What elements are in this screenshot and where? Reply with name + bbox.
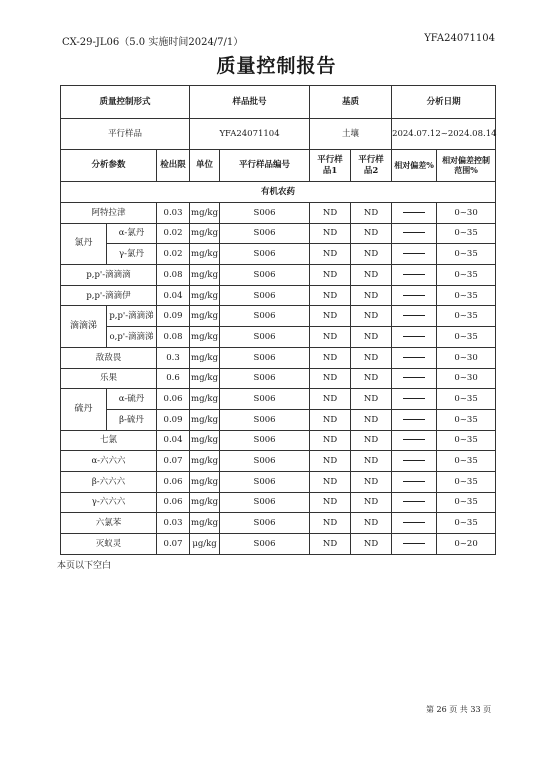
table-row bbox=[61, 327, 496, 348]
unit-value: mg/kg bbox=[190, 430, 220, 451]
sample-id-value: S006 bbox=[220, 203, 310, 224]
ctrl-range-value: 0~35 bbox=[437, 244, 496, 265]
parallel-2-value: ND bbox=[351, 306, 392, 327]
dash-mark bbox=[403, 439, 425, 440]
ctrl-range-value: 0~35 bbox=[437, 285, 496, 306]
table-row bbox=[61, 265, 496, 286]
parallel-1-value: ND bbox=[310, 223, 351, 244]
param-name: o,p'-滴滴涕 bbox=[107, 327, 157, 348]
qc-form-value: 平行样品 bbox=[61, 119, 190, 150]
lod-value: 0.03 bbox=[157, 513, 190, 534]
lod-value: 0.07 bbox=[157, 451, 190, 472]
ctrl-range-value: 0~35 bbox=[437, 265, 496, 286]
ctrl-range-value: 0~35 bbox=[437, 430, 496, 451]
table-row bbox=[61, 471, 496, 492]
table-row bbox=[61, 513, 496, 534]
param-name: α-六六六 bbox=[61, 451, 157, 472]
rel-dev-cell bbox=[392, 513, 437, 534]
col-parallel-1-label: 平行样品1 bbox=[317, 155, 343, 176]
parallel-2-value: ND bbox=[351, 451, 392, 472]
parallel-1-value: ND bbox=[310, 471, 351, 492]
group-chlordane: 氯丹 bbox=[61, 223, 107, 264]
rel-dev-cell bbox=[392, 203, 437, 224]
dash-mark bbox=[403, 357, 425, 358]
ctrl-range-value: 0~35 bbox=[437, 306, 496, 327]
lod-value: 0.03 bbox=[157, 203, 190, 224]
qc-form-header: 质量控制形式 bbox=[61, 86, 190, 119]
page-title: 质量控制报告 bbox=[216, 55, 337, 77]
rel-dev-cell bbox=[392, 327, 437, 348]
quality-control-table bbox=[60, 85, 496, 555]
col-rel-dev: 相对偏差% bbox=[392, 150, 437, 182]
unit-value: mg/kg bbox=[190, 513, 220, 534]
parallel-1-value: ND bbox=[310, 492, 351, 513]
param-name: 六氯苯 bbox=[61, 513, 157, 534]
document-code: CX-29-JL06（5.0 实施时间2024/7/1） bbox=[62, 37, 244, 48]
param-name: 乐果 bbox=[61, 368, 157, 389]
parallel-2-value: ND bbox=[351, 203, 392, 224]
unit-value: mg/kg bbox=[190, 203, 220, 224]
group-endosulfan: 硫丹 bbox=[61, 389, 107, 430]
param-name: 七氯 bbox=[61, 430, 157, 451]
sample-id-value: S006 bbox=[220, 534, 310, 555]
ctrl-range-value: 0~20 bbox=[437, 534, 496, 555]
parallel-2-value: ND bbox=[351, 409, 392, 430]
parallel-2-value: ND bbox=[351, 368, 392, 389]
table-row bbox=[61, 492, 496, 513]
group-ddt: 滴滴涕 bbox=[61, 306, 107, 347]
parallel-2-value: ND bbox=[351, 534, 392, 555]
lod-value: 0.06 bbox=[157, 492, 190, 513]
lod-value: 0.3 bbox=[157, 347, 190, 368]
param-name: 敌敌畏 bbox=[61, 347, 157, 368]
ctrl-range-value: 0~35 bbox=[437, 471, 496, 492]
sample-id-value: S006 bbox=[220, 513, 310, 534]
lod-value: 0.08 bbox=[157, 265, 190, 286]
sample-id-value: S006 bbox=[220, 389, 310, 410]
lod-value: 0.07 bbox=[157, 534, 190, 555]
table-row bbox=[61, 347, 496, 368]
section-row bbox=[61, 182, 496, 203]
analysis-date-header: 分析日期 bbox=[392, 86, 496, 119]
table-row bbox=[61, 389, 496, 410]
col-parallel-1 bbox=[310, 150, 351, 182]
unit-value: μg/kg bbox=[190, 534, 220, 555]
parallel-1-value: ND bbox=[310, 285, 351, 306]
parallel-2-value: ND bbox=[351, 513, 392, 534]
rel-dev-cell bbox=[392, 451, 437, 472]
sample-id-value: S006 bbox=[220, 327, 310, 348]
ctrl-range-value: 0~30 bbox=[437, 203, 496, 224]
ctrl-range-value: 0~35 bbox=[437, 492, 496, 513]
param-name: β-六六六 bbox=[61, 471, 157, 492]
parallel-1-value: ND bbox=[310, 347, 351, 368]
batch-no-header: 样品批号 bbox=[190, 86, 310, 119]
dash-mark bbox=[403, 419, 425, 420]
unit-value: mg/kg bbox=[190, 409, 220, 430]
sample-id-value: S006 bbox=[220, 306, 310, 327]
ctrl-range-value: 0~35 bbox=[437, 389, 496, 410]
unit-value: mg/kg bbox=[190, 327, 220, 348]
lod-value: 0.02 bbox=[157, 223, 190, 244]
param-name: α-氯丹 bbox=[107, 223, 157, 244]
info-value-row bbox=[61, 119, 496, 150]
col-lod: 检出限 bbox=[157, 150, 190, 182]
sample-id-value: S006 bbox=[220, 285, 310, 306]
dash-mark bbox=[403, 460, 425, 461]
parallel-2-value: ND bbox=[351, 389, 392, 410]
param-name: γ-氯丹 bbox=[107, 244, 157, 265]
unit-value: mg/kg bbox=[190, 265, 220, 286]
ctrl-range-value: 0~35 bbox=[437, 513, 496, 534]
lod-value: 0.06 bbox=[157, 389, 190, 410]
column-header-row bbox=[61, 150, 496, 182]
parallel-2-value: ND bbox=[351, 327, 392, 348]
rel-dev-cell bbox=[392, 347, 437, 368]
col-parallel-2 bbox=[351, 150, 392, 182]
table-row bbox=[61, 430, 496, 451]
table-row bbox=[61, 409, 496, 430]
rel-dev-cell bbox=[392, 409, 437, 430]
col-sample-id: 平行样品编号 bbox=[220, 150, 310, 182]
unit-value: mg/kg bbox=[190, 389, 220, 410]
ctrl-range-value: 0~30 bbox=[437, 347, 496, 368]
sample-id-value: S006 bbox=[220, 430, 310, 451]
unit-value: mg/kg bbox=[190, 451, 220, 472]
rel-dev-cell bbox=[392, 471, 437, 492]
ctrl-range-value: 0~30 bbox=[437, 368, 496, 389]
sample-id-value: S006 bbox=[220, 451, 310, 472]
batch-no-value: YFA24071104 bbox=[190, 119, 310, 150]
dash-mark bbox=[403, 232, 425, 233]
lod-value: 0.09 bbox=[157, 306, 190, 327]
col-ctrl-range: 相对偏差控制范围% bbox=[437, 150, 496, 182]
dash-mark bbox=[403, 522, 425, 523]
table-row bbox=[61, 368, 496, 389]
lod-value: 0.04 bbox=[157, 285, 190, 306]
sample-id-value: S006 bbox=[220, 265, 310, 286]
param-name: 阿特拉津 bbox=[61, 203, 157, 224]
table-row bbox=[61, 285, 496, 306]
page-number: 第 26 页 共 33 页 bbox=[426, 705, 492, 714]
parallel-2-value: ND bbox=[351, 285, 392, 306]
lod-value: 0.02 bbox=[157, 244, 190, 265]
parallel-1-value: ND bbox=[310, 513, 351, 534]
col-unit: 单位 bbox=[190, 150, 220, 182]
col-param: 分析参数 bbox=[61, 150, 157, 182]
parallel-2-value: ND bbox=[351, 265, 392, 286]
sample-id-value: S006 bbox=[220, 223, 310, 244]
param-name: p,p'-滴滴涕 bbox=[107, 306, 157, 327]
dash-mark bbox=[403, 501, 425, 502]
parallel-1-value: ND bbox=[310, 265, 351, 286]
col-parallel-2-label: 平行样品2 bbox=[358, 155, 384, 176]
param-name: 灭蚁灵 bbox=[61, 534, 157, 555]
parallel-1-value: ND bbox=[310, 430, 351, 451]
sample-id-value: S006 bbox=[220, 409, 310, 430]
table-row bbox=[61, 223, 496, 244]
rel-dev-cell bbox=[392, 368, 437, 389]
lod-value: 0.04 bbox=[157, 430, 190, 451]
dash-mark bbox=[403, 315, 425, 316]
sample-id-value: S006 bbox=[220, 471, 310, 492]
lod-value: 0.6 bbox=[157, 368, 190, 389]
lod-value: 0.06 bbox=[157, 471, 190, 492]
parallel-2-value: ND bbox=[351, 244, 392, 265]
info-header-row bbox=[61, 86, 496, 119]
parallel-2-value: ND bbox=[351, 492, 392, 513]
sample-id-value: S006 bbox=[220, 244, 310, 265]
dash-mark bbox=[403, 212, 425, 213]
dash-mark bbox=[403, 398, 425, 399]
ctrl-range-value: 0~35 bbox=[437, 223, 496, 244]
param-name: p,p'-滴滴滴 bbox=[61, 265, 157, 286]
unit-value: mg/kg bbox=[190, 347, 220, 368]
unit-value: mg/kg bbox=[190, 285, 220, 306]
dash-mark bbox=[403, 377, 425, 378]
parallel-1-value: ND bbox=[310, 306, 351, 327]
section-title: 有机农药 bbox=[61, 182, 496, 203]
parallel-1-value: ND bbox=[310, 368, 351, 389]
unit-value: mg/kg bbox=[190, 244, 220, 265]
parallel-1-value: ND bbox=[310, 409, 351, 430]
ctrl-range-value: 0~35 bbox=[437, 409, 496, 430]
parallel-2-value: ND bbox=[351, 430, 392, 451]
param-name: α-硫丹 bbox=[107, 389, 157, 410]
parallel-2-value: ND bbox=[351, 347, 392, 368]
sample-id-value: S006 bbox=[220, 492, 310, 513]
rel-dev-cell bbox=[392, 389, 437, 410]
dash-mark bbox=[403, 274, 425, 275]
table-row bbox=[61, 534, 496, 555]
sample-id-value: S006 bbox=[220, 347, 310, 368]
ctrl-range-value: 0~35 bbox=[437, 451, 496, 472]
parallel-1-value: ND bbox=[310, 389, 351, 410]
parallel-1-value: ND bbox=[310, 451, 351, 472]
rel-dev-cell bbox=[392, 430, 437, 451]
unit-value: mg/kg bbox=[190, 223, 220, 244]
rel-dev-cell bbox=[392, 285, 437, 306]
rel-dev-cell bbox=[392, 492, 437, 513]
param-name: β-硫丹 bbox=[107, 409, 157, 430]
lod-value: 0.09 bbox=[157, 409, 190, 430]
parallel-1-value: ND bbox=[310, 534, 351, 555]
matrix-value: 土壤 bbox=[310, 119, 392, 150]
rel-dev-cell bbox=[392, 306, 437, 327]
lod-value: 0.08 bbox=[157, 327, 190, 348]
param-name: p,p'-滴滴伊 bbox=[61, 285, 157, 306]
dash-mark bbox=[403, 253, 425, 254]
ctrl-range-value: 0~35 bbox=[437, 327, 496, 348]
parallel-1-value: ND bbox=[310, 327, 351, 348]
rel-dev-cell bbox=[392, 265, 437, 286]
sample-id-value: S006 bbox=[220, 368, 310, 389]
rel-dev-cell bbox=[392, 244, 437, 265]
blank-below-note: 本页以下空白 bbox=[57, 561, 112, 571]
unit-value: mg/kg bbox=[190, 492, 220, 513]
param-name: γ-六六六 bbox=[61, 492, 157, 513]
rel-dev-cell bbox=[392, 534, 437, 555]
parallel-1-value: ND bbox=[310, 244, 351, 265]
parallel-1-value: ND bbox=[310, 203, 351, 224]
unit-value: mg/kg bbox=[190, 368, 220, 389]
rel-dev-cell bbox=[392, 223, 437, 244]
table-row bbox=[61, 306, 496, 327]
parallel-2-value: ND bbox=[351, 471, 392, 492]
dash-mark bbox=[403, 543, 425, 544]
unit-value: mg/kg bbox=[190, 471, 220, 492]
matrix-header: 基质 bbox=[310, 86, 392, 119]
analysis-date-value: 2024.07.12~2024.08.14 bbox=[392, 119, 496, 150]
unit-value: mg/kg bbox=[190, 306, 220, 327]
dash-mark bbox=[403, 295, 425, 296]
parallel-2-value: ND bbox=[351, 223, 392, 244]
dash-mark bbox=[403, 481, 425, 482]
dash-mark bbox=[403, 336, 425, 337]
table-row bbox=[61, 203, 496, 224]
table-row bbox=[61, 244, 496, 265]
table-row bbox=[61, 451, 496, 472]
report-number: YFA24071104 bbox=[424, 33, 495, 44]
